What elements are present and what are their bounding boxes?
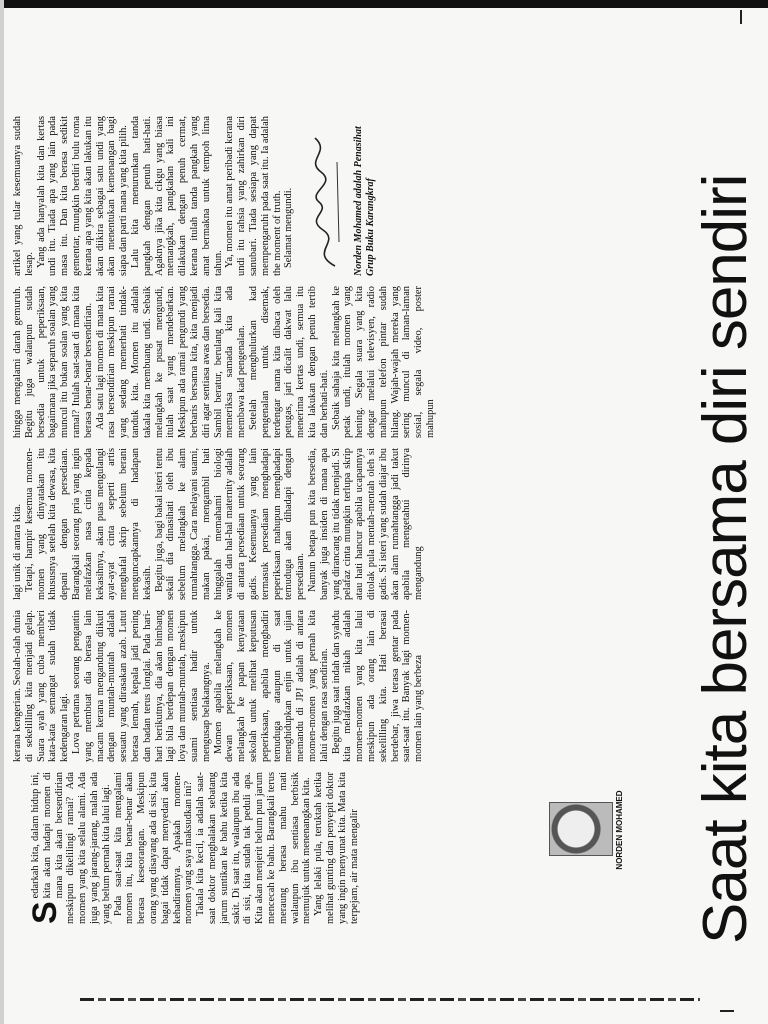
author-photo [549,802,613,856]
paragraph: Takala kita kecil, ia adalah saat-saat doktor menghalakan sebatang jarum suntikan ke bahu ketika kita sakit. Di saat itu, walaupun ibu ada di sisi, kita sudah tak peduli apa. Kita akan menjerit belum pun jarum mencecah ke bahu. Barangkali terus meraung berasa mahu mati walaupun ibu sentiasa berbisik memujuk untuk menenangkan kita. [195,772,313,924]
paragraph: Begitu juga saat indah dan syahdu kita melafazkan nikah adalah momen-momen yang kita lalui meskipun ada orang lain di sekelilling kita. Hati berasai berdebar, jiwa terasa gentar pada saat-saat itu. Banyak lagi momen-momen lain yang berbeza [330,610,425,762]
paragraph: Setelah menghulurkan kad pengenalan untuk disemak, terdengar nama kita dibaca oleh petugas, jari dicalit dakwat lalu menerima kertas undi, semua itu kita lakukan dengan penuh tertib dan berhati-hati. [247,286,330,438]
paragraph: Yang ada hanyalah kita dan kertas undi itu. Tiada apa yang lain pada masa itu. Dan kita berasa sedikit gementar, mungkin berdiri bulu roma kerana apa yang kita akan lakukan itu akan diikira sebagai satu undi yang akan menentukan kemenangan bagi siapa dan parti mana yang kita pilih. [35,116,130,276]
article-column-2 [12,610,688,762]
paragraph: Begitu juga, bagi bakal isteri tentu sekali dia dinasihati oleh ibu sebelum melangkah ke alam rumahtangga. Cara melayani suami, makan pakai, mengambil hati hinggalah memahami biologi wanita dan hal-hal maternity adalah di antara persediaan untuk seorang gadis. Kesemuanya yang lain termasuk persediaan menghadapi peperiksaan mahupun menghadapi temuduga akan dihadapi dengan persediaan. [153,448,307,600]
article-column-3 [12,448,688,600]
paragraph: Selamat mengundi. [283,187,295,268]
paragraph: artikel yang tular kesemuanya sudah lesap. [12,116,35,276]
paragraph: Sebaik sahaja kita melangkah ke petak undi, itulah momen yang hening. Segala suara yang kita dengar melalui televisyen, radio mahupun telefon pintar sudah hilang. Wajah-wajah mereka yang sering muncul di laman-laman sosial, segala video, poster mahupun [330,286,436,438]
byline: NORDEN MOHAMED [615,790,624,870]
paragraph: lagi unik di antara kita. [12,503,23,600]
article-column-5 [12,116,688,276]
paragraph: edarkah kita, dalam hidup ini, kita akan hadapi momen di mana kita akan bersendirian meskipun dikelilingi ramai? Ada momen yang kita selalu alami. Ada juga yang jarang-jarang, malah ada yang belum pernah kita lalui lagi. [30,772,112,924]
paragraph: Lalu kita menurunkan tanda pangkah dengan penuh hati-hati. Agaknya jika kita cikgu yang biasa memangkah, pangkahan kali ini dilakukan dengan penuh cermat, kerana itulah tanda pangkah yang amat bermakna untuk tempoh lima tahun. [129,116,224,276]
paragraph: Lova pertama seorang pengantin yang membuat dia berasa lain macam kerana mengandung diikuti dengan muntah-muntah adalah sesuatu yang dirasakan azab. Lutut berasa lemah, kepala jadi pening dan badan terus longlai. Pada hari-hari berikutnya, dia akan bimbang lagi bila berdepan dengan momen loya dan muntah-muntah, meskipun suami sentiasa hadir untuk mengusap belakangnya. [70,610,212,762]
paragraph: Ya, momen itu amat peribadi kerana undi itu rahsia yang zahirkan diri sanubari. Tiada sesiapa yang dapat mempengaruhi pada saat itu. Ia adalah the moment of truth. [224,116,283,276]
paragraph: Momen apabila melangkah ke dewan peperiksaan, momen melangkah ke papan kenyataan sekolah untuk melihat keputusan peperiksaan, apabila menghadiri temuduga ataupun di saat menghidupkan enjin untuk ujian memandu di JPJ adalah di antara momen-momen yang pernah kita lalui dengan rasa sendirian. [212,610,330,762]
article-column-4 [12,286,688,438]
author-credit: Norden Mohamed adalah Penasihat [353,126,365,276]
paragraph: Pada saat-saat kita mengalami momen itu, kita benar-benar akan berasa keseorangan. Meskipun orang yang disayang ada di sisi, kita bagai tidak dapat menyedari akan kehadirannya. Apakah momen-momen yang saya maksudkan ini? [112,772,195,924]
author-box [545,784,675,874]
paragraph: Ada satu lagi momen di mana kita rasa bersendirian meskipun ramai yang sedang memerhati tindak-tanduk kita. Momen itu adalah takala kita membuang undi. Sebaik melangkah ke pusat mengundi, itulah saat yang mendebarkan. Meskipun ada ramai pengundi yang berbaris bersama kita, kita menjadi diri agar sentiasa awas dan bersedia. Sambil beratur, berulang kali kita memeriksa samada kita ada membawa kad pengenalan. [94,286,248,438]
signature [301,116,351,276]
paragraph: kerana kengerian. Seolah-olah dunia di sekelilling kita menjadi gelap. Suara ayah yang cuba memberi kata-kata semangat sudah tidak kedengaran lagi. [12,610,71,762]
paragraph: hingga mengalami darah gemuruh. Begitu juga walaupun sudah bersedia untuk peperiksaan, bagaimana jika separuh soalan yang muncul itu bukan soalan yang kita ramal? Itulah saat-saat di mana kita berasa benar-benar bersendirian. [12,286,94,438]
author-credit: Grup Buku Karangkraf [364,178,376,276]
headline: Saat kita bersama diri sendiri [691,174,760,944]
signature-icon [301,132,349,272]
drop-cap: S [26,901,64,924]
paragraph: Namun betapa pun kita bersedia, banyak juga insiden di mana apa yang dirancang itu tidak menjadi. Si pelafaz cinta mungkin terlupa skrip atau hati hancur apabila ucapannya ditolak pula mentah-mentah oleh si gadis. Si isteri yang sudah diajar ibu akan alam rumahtangga jadi takut apabila mengetahui dirinya mengandung [306,448,425,600]
paragraph: Tetapi, hampir kesemua momen-momen yang dinyatakan itu khususnya setelah kita dewasa, kita depani dengan persediaan. Barangkali seorang pria yang ingin melafazkan nasa cinta kepada kekasihnya, akan puas mengulangi ayat-ayat cinta seperti artis menghafal skrip sebelum berani menguncapkannya di hadapan kekasih. [23,448,153,600]
paragraph: Yang lelaki pula, teruktah ketika melihat gunting dan penyepit doktor yang ingin menyunat kita. Mata kita terpejam, air mata mengalir [313,772,360,924]
